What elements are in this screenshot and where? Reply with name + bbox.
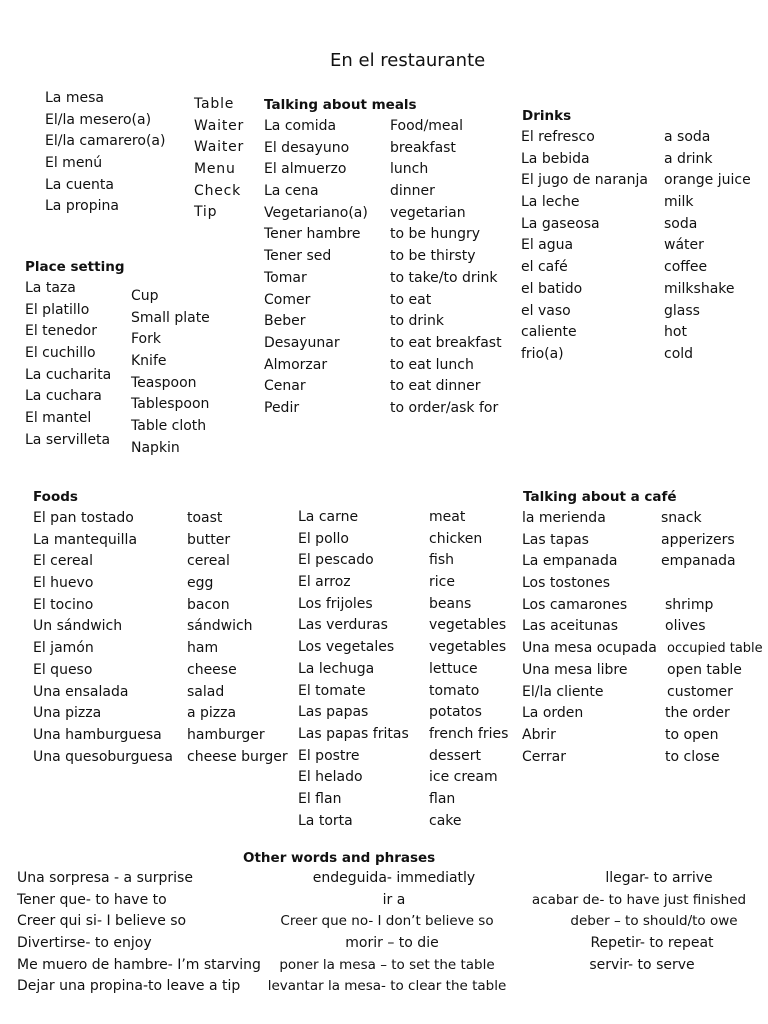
list-item: Las verduras [298,617,388,634]
meals-heading: Talking about meals [264,97,417,113]
list-item: bacon [187,596,230,613]
list-item: La servilleta [25,431,111,448]
list-item: El postre [298,747,360,764]
list-item: La lechuga [298,660,375,677]
page-title: En el restaurante [330,50,486,71]
list-item: levantar la mesa- to clear the table [267,978,507,995]
list-item: Repetir- to repeat [590,935,714,952]
list-item: dinner [390,183,435,200]
list-item: to eat [390,291,432,308]
list-item: vegetables [429,617,507,634]
list-item: to be thirsty [390,248,476,265]
list-item: to order/ask for [390,399,499,416]
list-item: lunch [390,161,429,178]
list-item: cold [664,345,694,362]
list-item: soda [664,215,698,232]
list-item: La cucharita [25,366,112,383]
list-item: El pescado [298,552,374,569]
list-item: endeguida- immediatly [312,870,476,886]
list-item: breakfast [390,139,456,156]
list-item: La cena [264,183,319,200]
list-item: french fries [429,725,509,742]
list-item: La cuenta [45,176,114,193]
list-item: ham [187,640,219,657]
meals-spanish-list [264,116,368,420]
list-item: to eat breakfast [390,334,502,351]
list-item: el vaso [521,302,571,319]
list-item: Fork [131,331,161,348]
list-item: La empanada [522,553,618,570]
list-item: Tip [194,204,218,221]
other-heading: Other words and phrases [243,850,436,866]
other-left-list [17,868,261,998]
list-item: El helado [298,769,363,786]
list-item: Una mesa ocupada [522,640,657,657]
list-item: Me muero de hambre- I’m starving [17,956,261,973]
list-item: occupied table [667,641,763,657]
list-item: El queso [33,661,93,678]
list-item: Waiter [194,139,245,156]
list-item: Los vegetales [298,639,395,656]
list-item: Table [194,96,235,112]
list-item: El tomate [298,682,366,699]
list-item: poner la mesa – to set the table [279,956,495,973]
meals-english-list [390,116,502,420]
list-item: Cerrar [522,748,566,765]
list-item: empanada [661,553,736,570]
list-item: La propina [45,198,119,215]
list-item: to open [665,726,719,743]
list-item: Cup [131,288,159,304]
list-item: to be hungry [390,226,481,243]
list-item: a drink [664,150,713,167]
list-item: El/la cliente [522,683,604,700]
list-item: glass [664,302,700,319]
list-item: Creer qui si- I believe so [17,913,187,930]
list-item: butter [187,531,231,548]
list-item: Pedir [264,399,300,416]
list-item: wáter [664,237,704,254]
list-item: Un sándwich [33,618,123,635]
list-item: servir- to serve [589,956,695,973]
list-item: Cenar [264,378,306,395]
list-item: Food/meal [390,118,464,134]
list-item: Divertirse- to enjoy [17,935,152,952]
list-item: Los tostones [522,575,611,592]
list-item: milkshake [664,280,735,297]
list-item: open table [667,661,742,678]
list-item: La mantequilla [33,531,138,548]
place-setting-heading: Place setting [25,259,125,275]
list-item: La mesa [45,90,104,106]
list-item: El agua [521,237,574,254]
list-item: hot [664,324,687,341]
list-item: Waiter [194,117,245,134]
list-item: salad [187,683,225,700]
list-item: El cuchillo [25,345,96,362]
list-item: Dejar una propina-to leave a tip [17,978,241,995]
list-item: Abrir [522,726,556,743]
list-item [520,976,758,998]
foods-spanish-list-2 [298,507,409,832]
list-item: vegetables [429,639,507,656]
list-item: El jamón [33,640,94,657]
list-item: la merienda [522,510,606,526]
list-item: a soda [664,129,711,145]
list-item: to eat dinner [390,378,481,395]
list-item: El huevo [33,575,94,592]
list-item: El pan tostado [33,510,134,526]
list-item: frio(a) [521,345,564,362]
foods-english-list-2 [429,507,508,832]
restaurant-english-list [194,94,244,224]
list-item: Una quesoburguesa [33,748,173,765]
list-item: olives [665,618,706,635]
list-item: Las papas [298,704,369,721]
list-item: Creer que no- I don’t believe so [280,913,494,930]
list-item: a pizza [187,705,237,722]
foods-english-list-1 [187,508,288,768]
list-item: Tablespoon [131,396,210,413]
list-item: Una sorpresa - a surprise [17,870,193,886]
list-item: La taza [25,280,76,296]
list-item: ice cream [429,769,498,786]
list-item: caliente [521,324,577,341]
list-item: El cereal [33,553,94,570]
list-item: meat [429,509,466,525]
other-right-list [520,868,758,998]
list-item: Tener sed [264,248,332,265]
cafe-heading: Talking about a café [523,489,677,505]
list-item: Los frijoles [298,595,373,612]
list-item: Napkin [131,439,180,456]
list-item: flan [429,790,456,807]
list-item: shrimp [665,596,714,613]
list-item: Las tapas [522,531,589,548]
foods-spanish-list-1 [33,508,173,768]
list-item: Tomar [264,269,307,286]
list-item: Teaspoon [131,374,197,391]
list-item: cheese burger [187,748,288,765]
list-item: Table cloth [131,418,207,435]
list-item: Una mesa libre [522,661,628,678]
list-item: Comer [264,291,311,308]
list-item: to take/to drink [390,269,498,286]
list-item: Una hamburguesa [33,726,162,743]
list-item: sándwich [187,618,253,635]
list-item: to drink [390,313,445,330]
other-middle-list [252,868,522,998]
list-item: el café [521,259,568,276]
list-item: Los camarones [522,596,628,613]
list-item: snack [661,510,702,526]
list-item: Knife [131,353,167,370]
list-item: llegar- to arrive [605,870,713,886]
list-item: the order [665,705,730,722]
list-item: vegetarian [390,204,466,221]
list-item: to close [665,748,720,765]
list-item: egg [187,575,214,592]
list-item: milk [664,194,694,211]
drinks-spanish-list [521,127,648,366]
list-item: Vegetariano(a) [264,204,368,221]
list-item: dessert [429,747,481,764]
list-item: El jugo de naranja [521,172,648,189]
list-item: Beber [264,313,306,330]
list-item: Las papas fritas [298,725,409,742]
list-item: ir a [382,891,406,908]
list-item: Las aceitunas [522,618,619,635]
list-item: La gaseosa [521,215,600,232]
list-item: cereal [187,553,230,570]
list-item: La leche [521,194,580,211]
list-item: La torta [298,812,353,829]
list-item: deber – to should/to owe [570,913,738,930]
list-item: Menu [194,161,236,178]
list-item: Almorzar [264,356,328,373]
list-item: apperizers [661,531,735,548]
list-item: acabar de- to have just finished [531,891,747,908]
place-setting-english-list [131,286,210,460]
list-item: El almuerzo [264,161,347,178]
list-item: Tener que- to have to [17,891,167,908]
list-item: La comida [264,118,337,134]
list-item: El menú [45,155,103,172]
cafe-spanish-list [522,508,657,768]
place-setting-spanish-list [25,278,111,452]
list-item: El tenedor [25,323,97,340]
list-item: orange juice [664,172,751,189]
cafe-english-list [661,508,763,768]
list-item: El mantel [25,410,92,427]
list-item: El platillo [25,301,90,318]
list-item: La carne [298,509,359,525]
list-item: cheese [187,661,237,678]
list-item: morir – to die [345,935,439,952]
list-item: Desayunar [264,334,340,351]
list-item: hamburger [187,726,265,743]
list-item: La bebida [521,150,590,167]
list-item: fish [429,552,454,569]
list-item: El pollo [298,530,349,547]
list-item: potatos [429,704,482,721]
list-item: Tener hambre [264,226,361,243]
list-item: La orden [522,705,584,722]
list-item [661,573,763,595]
list-item: El flan [298,790,342,807]
list-item: chicken [429,530,483,547]
list-item: coffee [664,259,708,276]
list-item: rice [429,574,455,591]
list-item: El refresco [521,129,595,145]
list-item: La cuchara [25,388,102,405]
list-item: El desayuno [264,139,350,156]
list-item: beans [429,595,472,612]
list-item: El arroz [298,574,351,591]
list-item: toast [187,510,223,526]
list-item: Check [194,182,242,199]
drinks-english-list [664,127,751,366]
list-item: El tocino [33,596,94,613]
restaurant-spanish-list [45,88,165,218]
foods-heading: Foods [33,489,78,505]
list-item: cake [429,812,462,829]
list-item: el batido [521,280,583,297]
list-item: Una ensalada [33,683,129,700]
list-item: Una pizza [33,705,102,722]
list-item: tomato [429,682,480,699]
list-item: El/la camarero(a) [45,133,166,150]
list-item: Small plate [131,309,210,326]
list-item: lettuce [429,660,478,677]
list-item: to eat lunch [390,356,474,373]
list-item: El/la mesero(a) [45,111,152,128]
list-item: customer [667,683,733,700]
drinks-heading: Drinks [522,108,572,124]
